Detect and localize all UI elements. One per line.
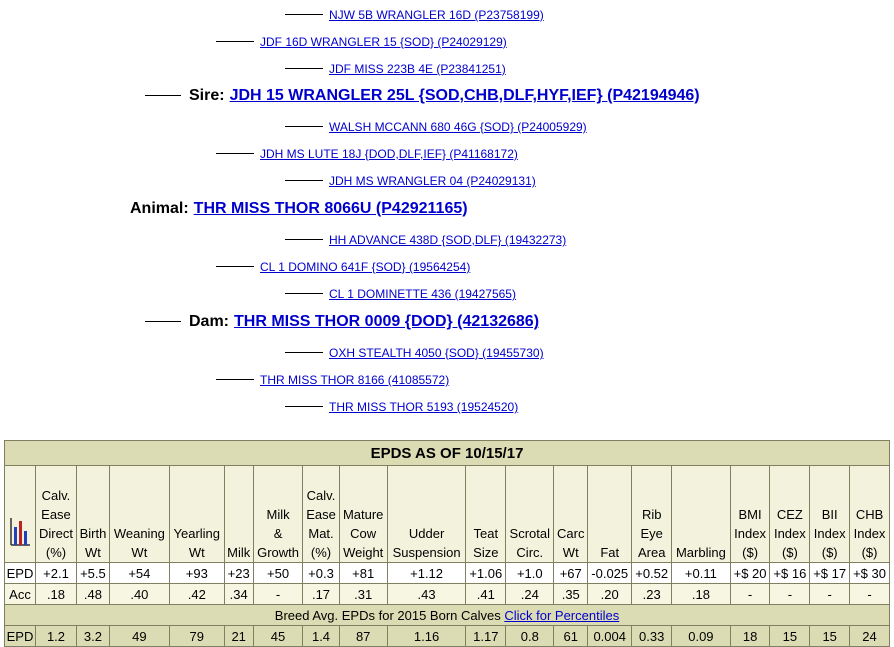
breed-row-label: EPD [5, 626, 36, 647]
pedigree-dd-dam [285, 398, 518, 416]
epd-icon-cell [5, 466, 36, 563]
epd-header-line: Index [734, 526, 766, 541]
epd-column-header [109, 466, 169, 563]
epd-header-line: Area [637, 545, 666, 560]
epd-value-cell: +$ 20 [730, 563, 770, 584]
pedigree-dd-sire [285, 344, 544, 362]
epd-column-header [588, 466, 632, 563]
acc-value-cell: - [850, 584, 890, 605]
epd-value-cell: +5.5 [76, 563, 109, 584]
epd-header-line: Mat. [308, 526, 334, 541]
acc-value-cell: .17 [303, 584, 339, 605]
epd-header-line: & [273, 526, 283, 541]
pedigree-connector [285, 352, 323, 353]
acc-values-row [5, 584, 890, 605]
epd-value-cell: +50 [253, 563, 303, 584]
epd-header-line: Ease [306, 507, 336, 522]
percentiles-link[interactable]: Click for Percentiles [504, 607, 620, 623]
epd-column-header [36, 466, 77, 563]
pedigree-link-d-sire[interactable]: CL 1 DOMINO 641F {SOD} (19564254) [260, 260, 471, 274]
epd-value-cell: +1.06 [466, 563, 506, 584]
epd-header-line: Calv. [41, 488, 71, 503]
acc-value-cell: .31 [339, 584, 387, 605]
epd-column-header [730, 466, 770, 563]
pedigree-connector [285, 239, 323, 240]
epd-header-line: Fat [600, 545, 620, 560]
epd-header-line: Cow [350, 526, 377, 541]
breed-avg-value-cell: 45 [253, 626, 303, 647]
epd-value-cell: +0.3 [303, 563, 339, 584]
pedigree-animal [130, 200, 468, 218]
epd-header-row [5, 466, 890, 563]
breed-avg-value-cell: 1.17 [466, 626, 506, 647]
breed-avg-value-cell: 18 [730, 626, 770, 647]
epd-header-line: Wt [188, 545, 205, 560]
epd-header-line: Growth [257, 545, 299, 560]
acc-value-cell: .48 [76, 584, 109, 605]
animal-label: Animal: [130, 200, 189, 217]
pedigree-link-s-dam[interactable]: JDH MS LUTE 18J {DOD,DLF,IEF} (P41168172) [260, 147, 518, 161]
acc-value-cell: .18 [36, 584, 77, 605]
bar-chart-icon[interactable] [9, 517, 31, 552]
breed-avg-value-cell: 1.16 [387, 626, 466, 647]
epd-column-header [224, 466, 253, 563]
epd-header-line: Teat [473, 526, 499, 541]
epd-header-line: Marbling [675, 545, 726, 560]
epd-header-line: ($) [781, 545, 798, 560]
breed-avg-value-cell: 49 [109, 626, 169, 647]
acc-value-cell: .41 [466, 584, 506, 605]
pedigree-link-ds-sire[interactable]: HH ADVANCE 438D {SOD,DLF} (19432273) [329, 233, 567, 247]
pedigree-connector [285, 406, 323, 407]
epd-value-cell: +1.12 [387, 563, 466, 584]
epd-header-line: Suspension [392, 545, 461, 560]
breed-avg-value-cell: 0.8 [506, 626, 554, 647]
pedigree-link-dd-sire[interactable]: OXH STEALTH 4050 {SOD} (19455730) [329, 346, 544, 360]
pedigree-connector [216, 266, 254, 267]
acc-value-cell: .18 [672, 584, 731, 605]
epd-header-line: Wt [562, 545, 579, 560]
epd-header-line: Yearling [173, 526, 221, 541]
epd-table-title: EPDS AS OF 10/15/17 [5, 441, 890, 466]
breed-avg-value-cell: 15 [770, 626, 810, 647]
breed-avg-values-row [5, 626, 890, 647]
pedigree-connector [145, 321, 181, 322]
epd-header-line: Index [853, 526, 886, 541]
pedigree-link-dd-dam[interactable]: THR MISS THOR 5193 (19524520) [329, 400, 519, 414]
breed-avg-value-cell: 61 [554, 626, 588, 647]
epd-value-cell: +0.11 [672, 563, 731, 584]
acc-value-cell: .40 [109, 584, 169, 605]
epd-value-cell: +93 [169, 563, 224, 584]
epd-column-header [810, 466, 850, 563]
epd-table [4, 440, 890, 647]
pedigree-ds-sire [285, 231, 566, 249]
pedigree-connector [285, 180, 323, 181]
epd-header-line: CEZ [776, 507, 803, 522]
breed-avg-value-cell: 0.33 [632, 626, 672, 647]
epd-value-cell: +1.0 [506, 563, 554, 584]
epd-column-header [303, 466, 339, 563]
pedigree-connector [145, 95, 181, 96]
epd-column-header [632, 466, 672, 563]
pedigree-sire [145, 87, 700, 105]
epd-column-header [850, 466, 890, 563]
pedigree-link-sd-sire[interactable]: WALSH MCCANN 680 46G {SOD} (P24005929) [329, 120, 587, 134]
pedigree-ss-sire [285, 6, 544, 24]
epd-column-header [387, 466, 466, 563]
acc-row-label: Acc [5, 584, 36, 605]
breed-avg-value-cell: 0.004 [588, 626, 632, 647]
pedigree-link-ss-dam[interactable]: JDF MISS 223B 4E (P23841251) [329, 62, 506, 76]
epd-values-row [5, 563, 890, 584]
epd-column-header [466, 466, 506, 563]
epd-header-line: ($) [861, 545, 878, 560]
epd-value-cell: +$ 30 [850, 563, 890, 584]
pedigree-link-sire[interactable]: JDH 15 WRANGLER 25L {SOD,CHB,DLF,HYF,IEF} (P42194946) [229, 87, 700, 104]
epd-header-line: Direct [39, 526, 73, 541]
epd-header-line: Milk [266, 507, 290, 522]
pedigree-d-dam [216, 371, 449, 389]
pedigree-sd-sire [285, 118, 587, 136]
dam-label: Dam: [189, 313, 230, 330]
epd-value-cell: +67 [554, 563, 588, 584]
epd-header-line: (%) [45, 545, 67, 560]
acc-value-cell: - [253, 584, 303, 605]
epd-header-line: Carc [557, 526, 585, 541]
pedigree-link-animal[interactable]: THR MISS THOR 8066U (P42921165) [193, 200, 468, 217]
pedigree-connector [285, 14, 323, 15]
epd-header-line: Udder [408, 526, 445, 541]
breed-avg-text: Breed Avg. EPDs for 2015 Born Calves [274, 607, 505, 623]
epd-header-line: Size [473, 545, 499, 560]
epd-value-cell: +$ 16 [770, 563, 810, 584]
epd-header-line: BII [821, 507, 838, 522]
pedigree-link-ds-dam[interactable]: CL 1 DOMINETTE 436 (19427565) [329, 287, 516, 301]
epd-value-cell: +2.1 [36, 563, 77, 584]
epd-header-line: Eye [640, 526, 663, 541]
acc-value-cell: .24 [506, 584, 554, 605]
pedigree-link-s-sire[interactable]: JDF 16D WRANGLER 15 {SOD} (P24029129) [260, 35, 507, 49]
epd-header-line: (%) [310, 545, 332, 560]
pedigree-connector [285, 293, 323, 294]
pedigree-connector [285, 126, 323, 127]
acc-value-cell: .23 [632, 584, 672, 605]
epd-value-cell: -0.025 [588, 563, 632, 584]
epd-header-line: Index [813, 526, 846, 541]
pedigree-d-sire [216, 258, 470, 276]
epd-header-line: Ease [41, 507, 71, 522]
pedigree-ds-dam [285, 285, 516, 303]
epd-value-cell: +23 [224, 563, 253, 584]
epd-header-line: BMI [738, 507, 762, 522]
pedigree-link-dam[interactable]: THR MISS THOR 0009 {DOD} (42132686) [234, 313, 540, 330]
epd-header-line: ($) [821, 545, 838, 560]
breed-avg-value-cell: 0.09 [672, 626, 731, 647]
epd-value-cell: +0.52 [632, 563, 672, 584]
epd-column-header [253, 466, 303, 563]
epd-column-header [770, 466, 810, 563]
pedigree-link-d-dam[interactable]: THR MISS THOR 8166 (41085572) [260, 373, 450, 387]
acc-value-cell: .43 [387, 584, 466, 605]
acc-value-cell: .34 [224, 584, 253, 605]
sire-label: Sire: [189, 87, 225, 104]
acc-value-cell: .35 [554, 584, 588, 605]
pedigree-s-dam [216, 145, 518, 163]
acc-value-cell: .20 [588, 584, 632, 605]
epd-header-line: Birth [79, 526, 107, 541]
breed-avg-value-cell: 87 [339, 626, 387, 647]
epd-column-header [554, 466, 588, 563]
pedigree-dam [145, 313, 539, 331]
breed-avg-value-cell: 1.4 [303, 626, 339, 647]
pedigree-sd-dam [285, 172, 536, 190]
epd-header-line: Circ. [516, 545, 544, 560]
epd-value-cell: +54 [109, 563, 169, 584]
epd-row-label: EPD [5, 563, 36, 584]
pedigree-ss-dam [285, 60, 506, 78]
pedigree-connector [285, 68, 323, 69]
epd-header-line: Wt [84, 545, 101, 560]
epd-header-line: Weaning [113, 526, 165, 541]
breed-avg-value-cell: 15 [810, 626, 850, 647]
pedigree-connector [216, 379, 254, 380]
epd-value-cell: +81 [339, 563, 387, 584]
breed-avg-title-row [5, 605, 890, 626]
pedigree-link-sd-dam[interactable]: JDH MS WRANGLER 04 (P24029131) [329, 174, 536, 188]
breed-avg-value-cell: 79 [169, 626, 224, 647]
breed-avg-value-cell: 24 [850, 626, 890, 647]
epd-header-line: Milk [227, 545, 251, 560]
pedigree-s-sire [216, 33, 507, 51]
epd-column-header [76, 466, 109, 563]
breed-avg-value-cell: 3.2 [76, 626, 109, 647]
epd-header-line: CHB [855, 507, 884, 522]
pedigree-link-ss-sire[interactable]: NJW 5B WRANGLER 16D (P23758199) [329, 8, 544, 22]
epd-header-line: Wt [131, 545, 148, 560]
epd-column-header [339, 466, 387, 563]
epd-header-line: Calv. [306, 488, 336, 503]
epd-column-header [672, 466, 731, 563]
epd-value-cell: +$ 17 [810, 563, 850, 584]
pedigree-connector [216, 41, 254, 42]
epd-header-line: Mature [342, 507, 384, 522]
epd-header-line: Index [773, 526, 806, 541]
epd-header-line: Scrotal [509, 526, 551, 541]
acc-value-cell: .42 [169, 584, 224, 605]
epd-header-line: Rib [641, 507, 662, 522]
acc-value-cell: - [730, 584, 770, 605]
breed-avg-title [5, 605, 890, 626]
breed-avg-value-cell: 1.2 [36, 626, 77, 647]
breed-avg-value-cell: 21 [224, 626, 253, 647]
pedigree-connector [216, 153, 254, 154]
epd-header-line: ($) [742, 545, 759, 560]
epd-header-line: Weight [343, 545, 384, 560]
epd-column-header [169, 466, 224, 563]
epd-column-header [506, 466, 554, 563]
acc-value-cell: - [770, 584, 810, 605]
acc-value-cell: - [810, 584, 850, 605]
